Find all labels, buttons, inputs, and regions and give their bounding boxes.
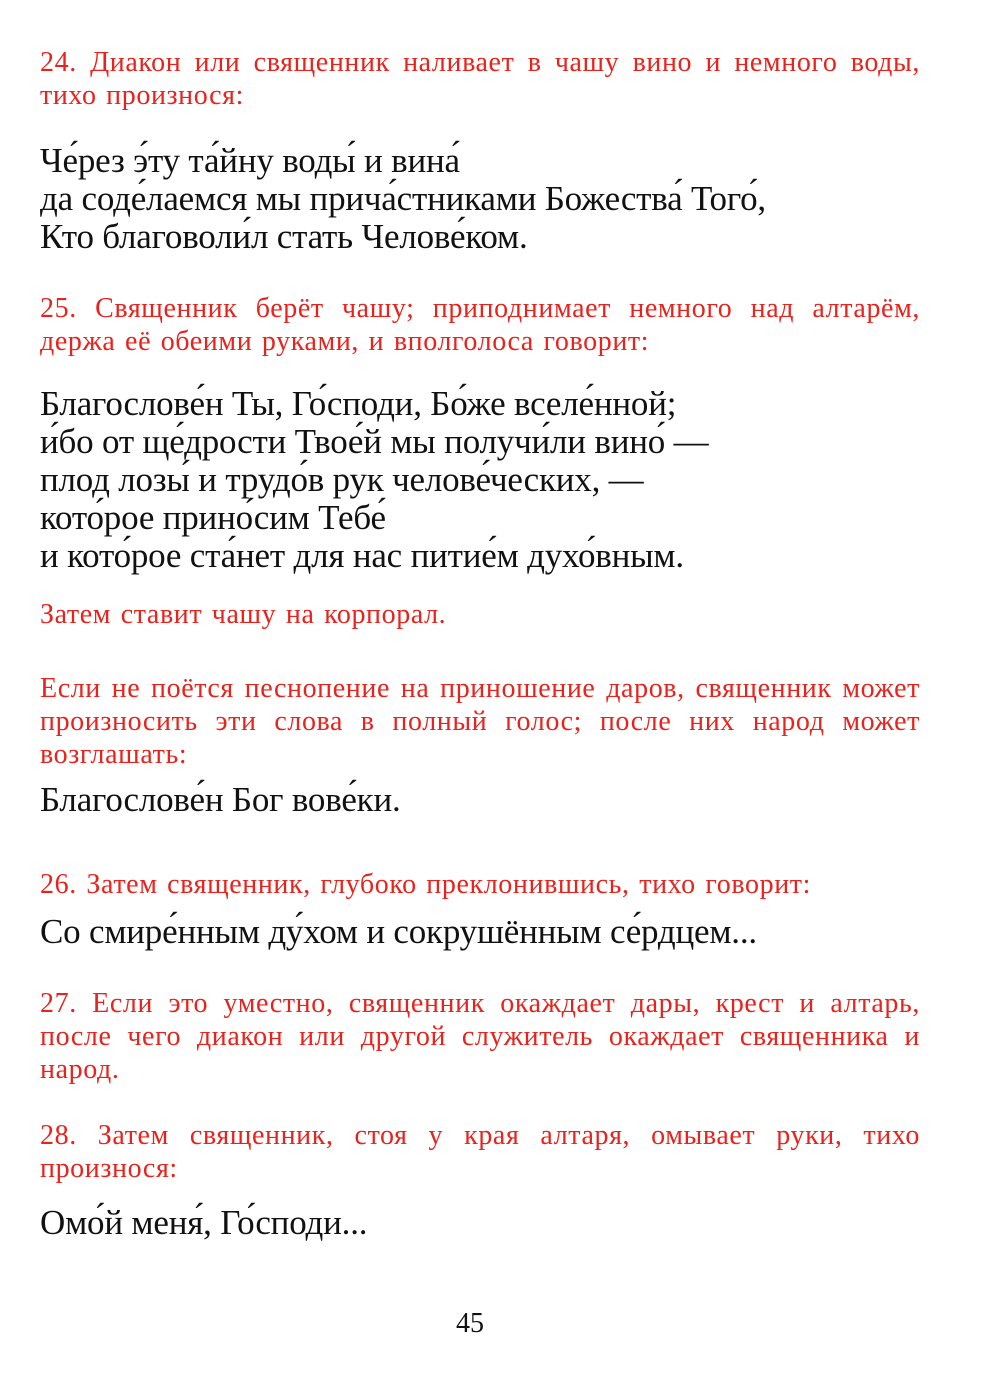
- rubric-28: 28. Затем священник, стоя у края алтаря, омывает руки, тихо произнося:: [40, 1120, 920, 1184]
- prayer-26: [40, 913, 940, 951]
- prayer-line: Кто благоволи́л стать Челове́ком.: [40, 217, 528, 256]
- prayer-25: [40, 385, 940, 575]
- prayer-28: [40, 1204, 940, 1242]
- rubric-corporal: Затем ставит чашу на корпорал.: [40, 599, 447, 630]
- prayer-line: плод лозы́ и трудо́в рук челове́ческих, —: [40, 460, 644, 499]
- prayer-line: Че́рез э́ту та́йну воды́ и вина́: [40, 141, 460, 180]
- page-number: 45: [456, 1308, 484, 1339]
- rubric-24: 24. Диакон или священник наливает в чашу вино и немного воды, тихо произнося:: [40, 47, 920, 111]
- prayer-line: да соде́лаемся мы прича́стниками Божества́ Того́,: [40, 179, 766, 218]
- prayer-line: кото́рое прино́сим Тебе́: [40, 498, 386, 537]
- rubric-chant: Если не поётся песнопение на приношение даров, священник может произносить эти слова в полный голос; после них народ может возглашать:: [40, 673, 920, 770]
- rubric-25: 25. Священник берёт чашу; приподнимает немного над алтарём, держа её обеими руками, и вполголоса говорит:: [40, 293, 920, 357]
- prayer-line: и́бо от ще́дрости Твое́й мы получи́ли вино́ —: [40, 422, 709, 461]
- people-response: [40, 781, 940, 819]
- rubric-27: 27. Если это уместно, священник окаждает дары, крест и алтарь, после чего диакон или другой служитель окаждает священника и народ.: [40, 988, 920, 1085]
- response-line: Благослове́н Бог вове́ки.: [40, 780, 401, 819]
- prayer-line: Со смире́нным ду́хом и сокрушённым се́рдцем...: [40, 912, 757, 951]
- prayer-24: [40, 142, 940, 256]
- prayer-line: Омо́й меня́, Го́споди...: [40, 1203, 368, 1242]
- rubric-26: 26. Затем священник, глубоко преклонившись, тихо говорит:: [40, 869, 812, 900]
- prayer-line: и кото́рое ста́нет для нас питие́м духо́вным.: [40, 536, 684, 575]
- prayer-line: Благослове́н Ты, Го́споди, Бо́же вселе́нной;: [40, 384, 677, 423]
